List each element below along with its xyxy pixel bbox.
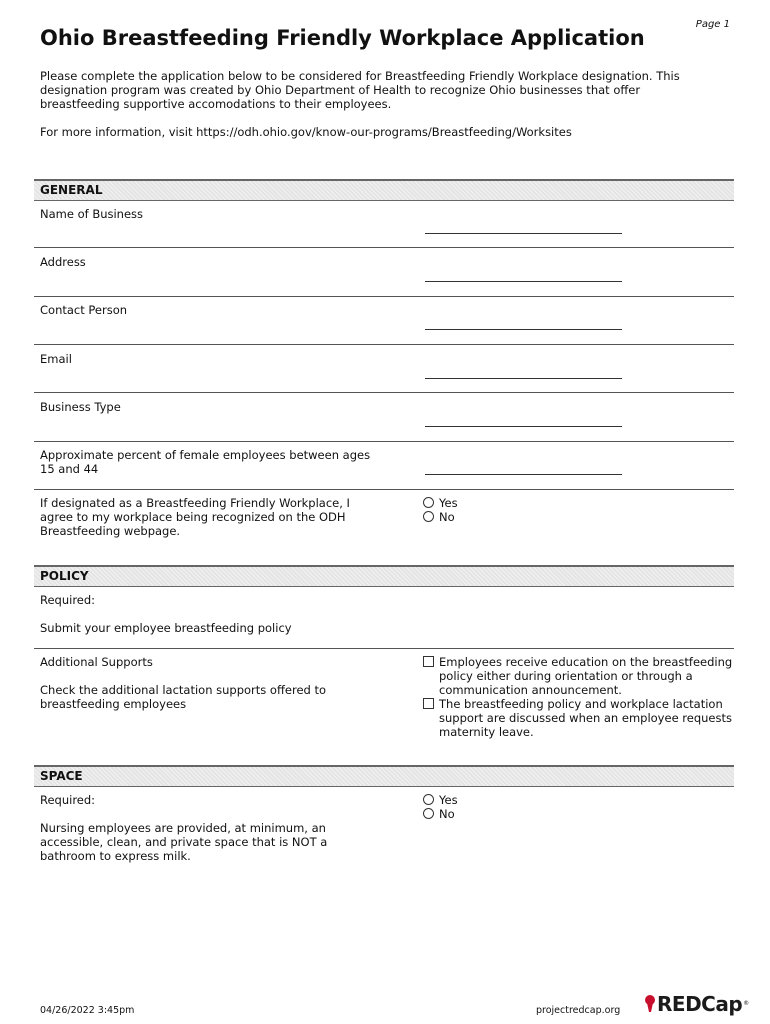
additional-supports-checkbox-group — [423, 655, 743, 739]
space-description: Nursing employees are provided, at minimum, an accessible, clean, and private space that is NOT a bathroom to express milk. — [40, 821, 328, 863]
radio-button-icon[interactable] — [423, 511, 434, 522]
row-divider — [34, 648, 734, 649]
row-divider — [34, 296, 734, 297]
policy-instruction: Submit your employee breastfeeding policy — [40, 621, 292, 635]
radio-option-no[interactable] — [423, 510, 458, 524]
field-label-email: Email — [40, 352, 72, 366]
row-divider — [34, 344, 734, 345]
field-label-address: Address — [40, 255, 86, 269]
space-required-block — [40, 793, 385, 877]
checkbox-label: Employees receive education on the breastfeeding policy either during orientation or through a communication announcement. — [439, 655, 733, 697]
recognition-radio-group — [423, 496, 458, 524]
business-type-input-line[interactable] — [425, 426, 622, 427]
field-label-contact-person: Contact Person — [40, 303, 128, 317]
radio-option-yes[interactable] — [423, 793, 458, 807]
business-name-input-line[interactable] — [425, 233, 622, 234]
space-radio-group — [423, 793, 458, 821]
checkbox-icon[interactable] — [423, 698, 434, 709]
field-label-female-percent: Approximate percent of female employees between ages 15 and 44 — [40, 448, 371, 476]
redcap-logo-icon — [644, 995, 656, 1013]
radio-button-icon[interactable] — [423, 808, 434, 819]
section-header-general: GENERAL — [34, 179, 734, 201]
contact-person-input-line[interactable] — [425, 329, 622, 330]
form-intro — [40, 69, 720, 153]
row-divider — [34, 489, 734, 490]
form-title: Ohio Breastfeeding Friendly Workplace Application — [40, 26, 645, 50]
page-number: Page 1 — [695, 19, 730, 30]
intro-paragraph: Please complete the application below to be considered for Breastfeeding Friendly Workplace designation. This designation program was created by Ohio Department of Health to recognize Ohio businesses that offer breastfeeding supportive accomodations to their employees. — [40, 69, 680, 111]
footer-timestamp: 04/26/2022 3:45pm — [40, 1005, 135, 1016]
radio-label: No — [439, 807, 455, 821]
field-label-additional-supports: Additional Supports — [40, 655, 153, 669]
section-header-policy: POLICY — [34, 565, 734, 587]
redcap-logo — [644, 992, 750, 1016]
radio-label: No — [439, 510, 455, 524]
radio-label: Yes — [439, 793, 458, 807]
required-label: Required: — [40, 593, 96, 607]
field-label-business-name: Name of Business — [40, 207, 144, 221]
checkbox-icon[interactable] — [423, 656, 434, 667]
row-divider — [34, 392, 734, 393]
field-label-business-type: Business Type — [40, 400, 121, 414]
address-input-line[interactable] — [425, 281, 622, 282]
radio-option-yes[interactable] — [423, 496, 458, 510]
row-divider — [34, 441, 734, 442]
field-label-recognition-consent: If designated as a Breastfeeding Friendly Workplace, I agree to my workplace being recognized on the ODH Breastfeeding webpage. — [40, 496, 350, 538]
radio-button-icon[interactable] — [423, 794, 434, 805]
section-header-space: SPACE — [34, 765, 734, 787]
female-percent-input-line[interactable] — [425, 474, 622, 475]
redcap-logo-mark: ® — [743, 1000, 750, 1007]
intro-link-text: For more information, visit https://odh.ohio.gov/know-our-programs/Breastfeeding/Worksites — [40, 125, 572, 139]
footer-site-link[interactable]: projectredcap.org — [536, 1005, 621, 1016]
policy-required-block — [40, 593, 640, 649]
row-divider — [34, 247, 734, 248]
email-input-line[interactable] — [425, 378, 622, 379]
checkbox-label: The breastfeeding policy and workplace lactation support are discussed when an employee requests maternity leave. — [439, 697, 733, 739]
radio-button-icon[interactable] — [423, 497, 434, 508]
checkbox-option-maternity-leave-discussion[interactable] — [423, 697, 743, 739]
additional-supports-description: Check the additional lactation supports offered to breastfeeding employees — [40, 683, 327, 711]
additional-supports-block — [40, 655, 385, 725]
checkbox-option-orientation-education[interactable] — [423, 655, 743, 697]
radio-option-no[interactable] — [423, 807, 458, 821]
redcap-logo-text: REDCap — [657, 992, 743, 1016]
radio-label: Yes — [439, 496, 458, 510]
required-label: Required: — [40, 793, 96, 807]
